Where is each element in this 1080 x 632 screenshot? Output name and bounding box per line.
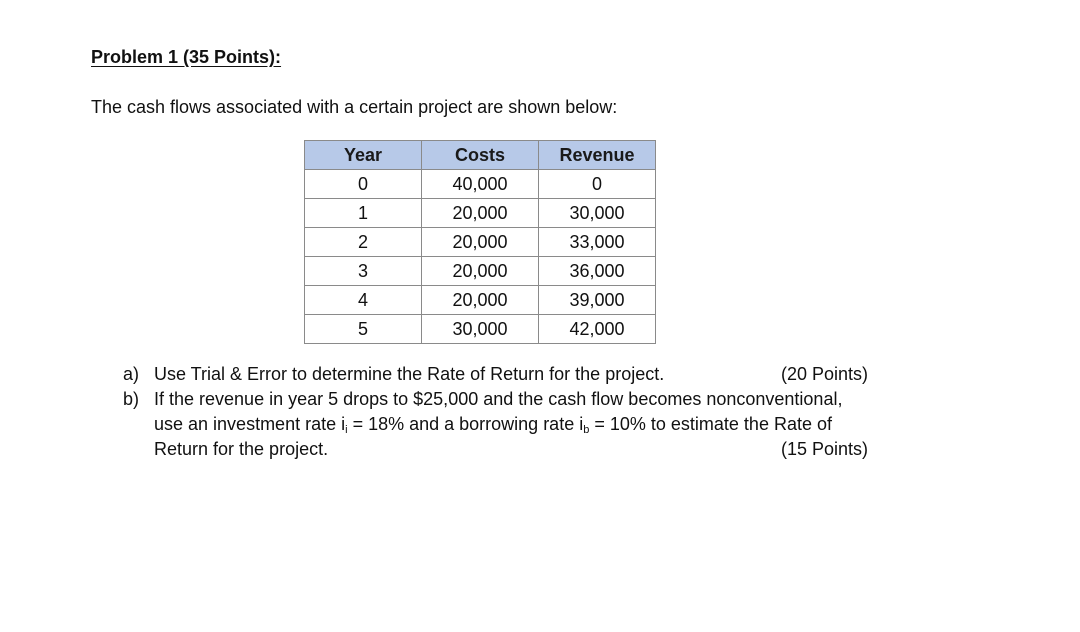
cell-year: 4 (305, 286, 422, 315)
table-header-row (305, 141, 656, 170)
cell-costs: 30,000 (422, 315, 539, 344)
cell-revenue: 42,000 (539, 315, 656, 344)
header-costs: Costs (422, 141, 539, 170)
question-b-line-2-mid: = 18% and a borrowing rate i (347, 414, 584, 434)
header-revenue: Revenue (539, 141, 656, 170)
question-b-line-1 (154, 387, 868, 412)
cell-costs: 40,000 (422, 170, 539, 199)
question-a (123, 362, 868, 387)
question-b-line-3-text: Return for the project. (154, 439, 329, 459)
table-row (305, 315, 656, 344)
question-b (123, 387, 868, 462)
question-b-line-1-text: If the revenue in year 5 drops to $25,000 and the cash flow becomes nonconventional, (154, 389, 843, 409)
table-row (305, 257, 656, 286)
borrowing-rate-subscript: b (583, 424, 590, 436)
cash-flow-table (304, 140, 656, 344)
header-year: Year (305, 141, 422, 170)
cell-year: 0 (305, 170, 422, 199)
cell-costs: 20,000 (422, 199, 539, 228)
table-row (305, 286, 656, 315)
cell-revenue: 0 (539, 170, 656, 199)
cell-year: 2 (305, 228, 422, 257)
question-a-points: (20 Points) (780, 364, 868, 384)
cell-revenue: 30,000 (539, 199, 656, 228)
problem-title: Problem 1 (35 Points): (91, 47, 282, 67)
cell-revenue: 39,000 (539, 286, 656, 315)
questions-list (123, 362, 868, 462)
cell-revenue: 33,000 (539, 228, 656, 257)
cell-year: 1 (305, 199, 422, 228)
question-b-line-2 (154, 412, 868, 437)
cell-revenue: 36,000 (539, 257, 656, 286)
cell-costs: 20,000 (422, 257, 539, 286)
question-a-text: Use Trial & Error to determine the Rate of Return for the project. (154, 364, 665, 384)
question-b-points: (15 Points) (780, 439, 868, 459)
table-row (305, 228, 656, 257)
problem-intro: The cash flows associated with a certain project are shown below: (91, 97, 618, 117)
question-b-line-2-post: = 10% to estimate the Rate of (589, 414, 832, 434)
table-row (305, 170, 656, 199)
cell-costs: 20,000 (422, 286, 539, 315)
cell-year: 5 (305, 315, 422, 344)
question-b-label: b) (123, 389, 140, 409)
question-b-line-3 (154, 437, 868, 462)
investment-rate-subscript: i (345, 424, 348, 436)
question-b-line-2-pre: use an investment rate i (154, 414, 346, 434)
cell-year: 3 (305, 257, 422, 286)
cell-costs: 20,000 (422, 228, 539, 257)
question-a-label: a) (123, 364, 140, 384)
table-row (305, 199, 656, 228)
